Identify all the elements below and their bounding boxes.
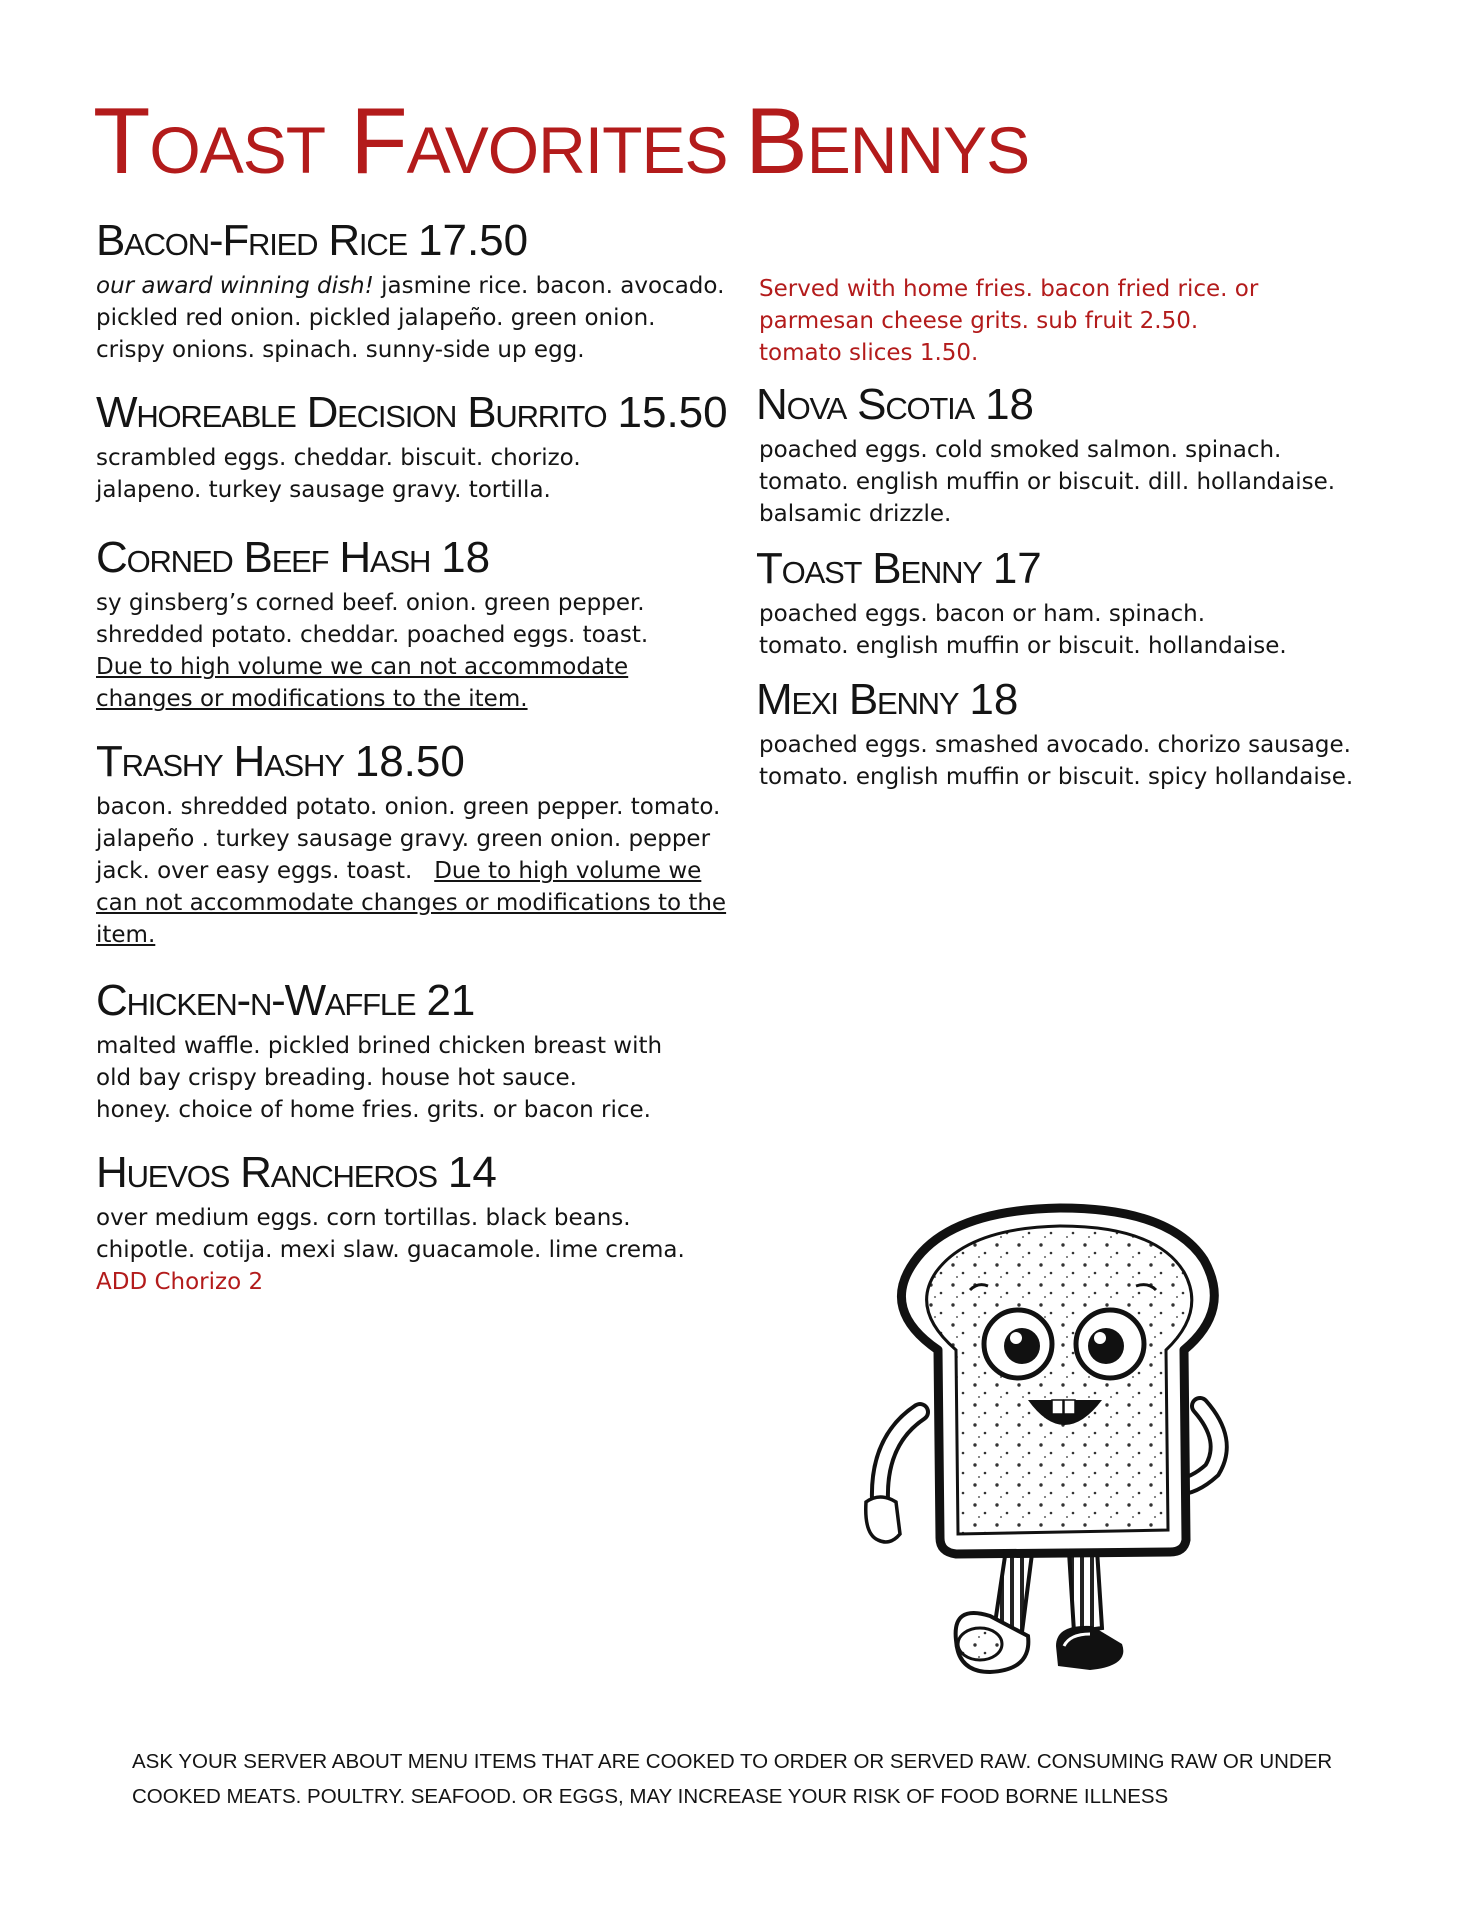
item-title: Bacon-Fried Rice 17.50	[96, 216, 529, 265]
item-description: sy ginsberg’s corned beef. onion. green pepper. shredded potato. cheddar. poached eggs. toast. Due to high volume we can not accommodate changes or modifications to the item.	[96, 590, 649, 713]
menu-item-huevos-rancheros	[96, 1150, 726, 1298]
menu-item-toast-benny	[756, 546, 1396, 662]
add-on-note: ADD Chorizo 2	[96, 1269, 264, 1296]
item-description: poached eggs. cold smoked salmon. spinach. tomato. english muffin or biscuit. dill. hollandaise. balsamic drizzle.	[759, 437, 1336, 528]
bennys-served-with-note: Served with home fries. bacon fried rice. or parmesan cheese grits. sub fruit 2.50. tomato slices 1.50.	[759, 276, 1259, 366]
item-title: Whoreable Decision Burrito 15.50	[96, 388, 728, 437]
item-description: poached eggs. smashed avocado. chorizo sausage. tomato. english muffin or biscuit. spicy hollandaise.	[759, 732, 1354, 791]
menu-item-chicken-n-waffle	[96, 978, 726, 1126]
toast-mascot-icon	[860, 1200, 1260, 1700]
item-description: over medium eggs. corn tortillas. black beans. chipotle. cotija. mexi slaw. guacamole. lime crema. ADD Chorizo 2	[96, 1205, 685, 1296]
item-description: our award winning dish! jasmine rice. bacon. avocado. pickled red onion. pickled jalapeño. green onion. crispy onions. spinach. sunny-side up egg.	[96, 273, 725, 364]
food-safety-disclaimer: ASK YOUR SERVER ABOUT MENU ITEMS THAT ARE COOKED TO ORDER OR SERVED RAW. CONSUMING RAW OR UNDER COOKED MEATS. POULTRY. SEAFOOD. OR EGGS, MAY INCREASE YOUR RISK OF FOOD BORNE ILLNESS	[132, 1750, 1333, 1808]
tagline: our award winning dish!	[96, 273, 374, 300]
item-description: malted waffle. pickled brined chicken breast with old bay crispy breading. house hot sauce. honey. choice of home fries. grits. or bacon rice.	[96, 1033, 663, 1124]
item-description: bacon. shredded potato. onion. green pepper. tomato. jalapeño . turkey sausage gravy. green onion. pepper jack. over easy eggs. toast. Due to high volume we can not accommodate changes or modifications to the item.	[96, 794, 727, 949]
menu-item-nova-scotia	[756, 382, 1396, 530]
item-title: Chicken-n-Waffle 21	[96, 976, 476, 1025]
bennys-title: Bennys	[745, 88, 1030, 193]
item-title: Mexi Benny 18	[756, 675, 1019, 724]
item-title: Toast Benny 17	[756, 544, 1042, 593]
toast-favorites-title: Toast Favorites	[93, 88, 728, 193]
item-description: scrambled eggs. cheddar. biscuit. chorizo. jalapeno. turkey sausage gravy. tortilla.	[96, 445, 581, 504]
item-title: Nova Scotia 18	[756, 380, 1035, 429]
menu-item-burrito	[96, 390, 726, 506]
item-title: Huevos Rancheros 14	[96, 1148, 497, 1197]
modification-notice: Due to high volume we can not accommodate changes or modifications to the item.	[96, 858, 727, 949]
menu-item-corned-beef-hash	[96, 535, 726, 715]
item-title: Corned Beef Hash 18	[96, 533, 491, 582]
menu-item-bacon-fried-rice	[96, 218, 726, 366]
item-description: poached eggs. bacon or ham. spinach. tomato. english muffin or biscuit. hollandaise.	[759, 601, 1287, 660]
menu-item-mexi-benny	[756, 677, 1416, 793]
modification-notice: Due to high volume we can not accommodate changes or modifications to the item.	[96, 654, 629, 713]
menu-item-trashy-hashy	[96, 739, 736, 951]
item-title: Trashy Hashy 18.50	[96, 737, 465, 786]
